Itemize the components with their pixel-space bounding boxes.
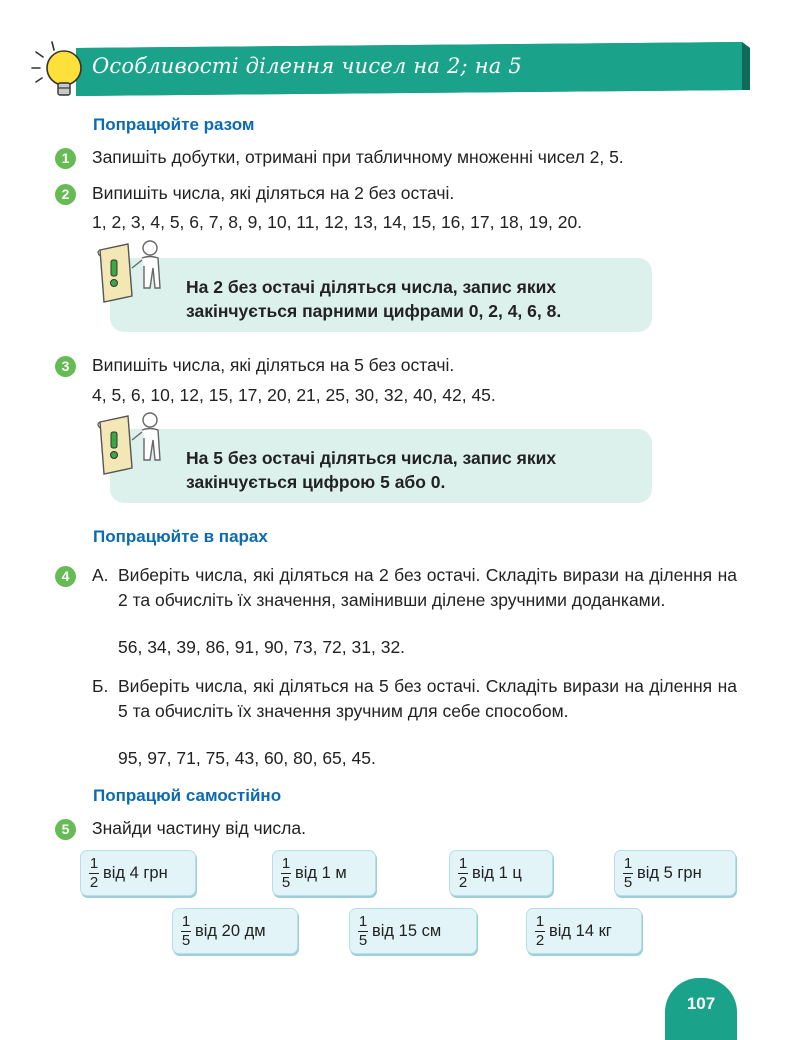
rule-1-line-2: закінчується парними цифрами 0, 2, 4, 6, 8. — [186, 301, 562, 321]
task-4b-text: Виберіть числа, які діляться на 5 без остачі. Складіть вирази на ділення на 5 та обчисліть їх значення зручним для себе способом. — [118, 676, 737, 721]
fraction-chip: $\frac{1}{5}$ від 5 грн — [614, 850, 736, 896]
task-3-numbers: 4, 5, 6, 10, 12, 15, 17, 20, 21, 25, 30, 32, 40, 42, 45. — [92, 385, 496, 405]
rule-2-line-2: закінчується цифрою 5 або 0. — [186, 472, 446, 492]
fraction-chip: $\frac{1}{2}$ від 4 грн — [80, 850, 196, 896]
task-4a-text: Виберіть числа, які діляться на 2 без остачі. Складіть вирази на ділення на 2 та обчисліть їх значення, замінивши ділене зручними доданками. — [118, 565, 737, 610]
task-number-badge: 2 — [55, 184, 76, 205]
task-4b-numbers: 95, 97, 71, 75, 43, 60, 80, 65, 45. — [118, 748, 376, 768]
task-4a-numbers: 56, 34, 39, 86, 91, 90, 73, 72, 31, 32. — [118, 637, 406, 657]
task-number-badge: 3 — [55, 356, 76, 377]
fraction-chip: $\frac{1}{5}$ від 1 м — [272, 850, 376, 896]
lightbulb-icon — [28, 38, 98, 108]
task-4a-label: А. — [92, 565, 109, 585]
page-title: Особливості ділення чисел на 2; на 5 — [92, 54, 522, 78]
rule-1-line-1: На 2 без остачі діляться числа, запис яких — [186, 277, 557, 297]
page-number: 107 — [686, 994, 716, 1013]
section-heading-together: Попрацюйте разом — [93, 115, 255, 134]
task-5-text: Знайди частину від числа. — [92, 818, 306, 838]
rule-2-line-1: На 5 без остачі діляться числа, запис яких — [186, 448, 557, 468]
task-2-numbers: 1, 2, 3, 4, 5, 6, 7, 8, 9, 10, 11, 12, 13, 14, 15, 16, 17, 18, 19, 20. — [92, 212, 583, 232]
scroll-exclamation-icon — [94, 238, 166, 308]
fraction-chip: $\frac{1}{5}$ від 20 дм — [172, 908, 298, 954]
task-3-text: Випишіть числа, які діляться на 5 без остачі. — [92, 355, 455, 375]
task-number-badge: 1 — [55, 148, 76, 169]
task-number-badge: 5 — [55, 819, 76, 840]
task-4b-label: Б. — [92, 676, 109, 696]
scroll-exclamation-icon — [94, 410, 166, 480]
task-2-text: Випишіть числа, які діляться на 2 без остачі. — [92, 183, 455, 203]
fraction-chip: $\frac{1}{2}$ від 14 кг — [526, 908, 642, 954]
task-1-text: Запишіть добутки, отримані при табличному множенні чисел 2, 5. — [92, 147, 624, 167]
fraction-chip: $\frac{1}{2}$ від 1 ц — [449, 850, 553, 896]
section-heading-pairs: Попрацюйте в парах — [93, 527, 268, 546]
fraction-chip: $\frac{1}{5}$ від 15 см — [349, 908, 477, 954]
task-number-badge: 4 — [55, 566, 76, 587]
section-heading-alone: Попрацюй самостійно — [93, 786, 282, 805]
